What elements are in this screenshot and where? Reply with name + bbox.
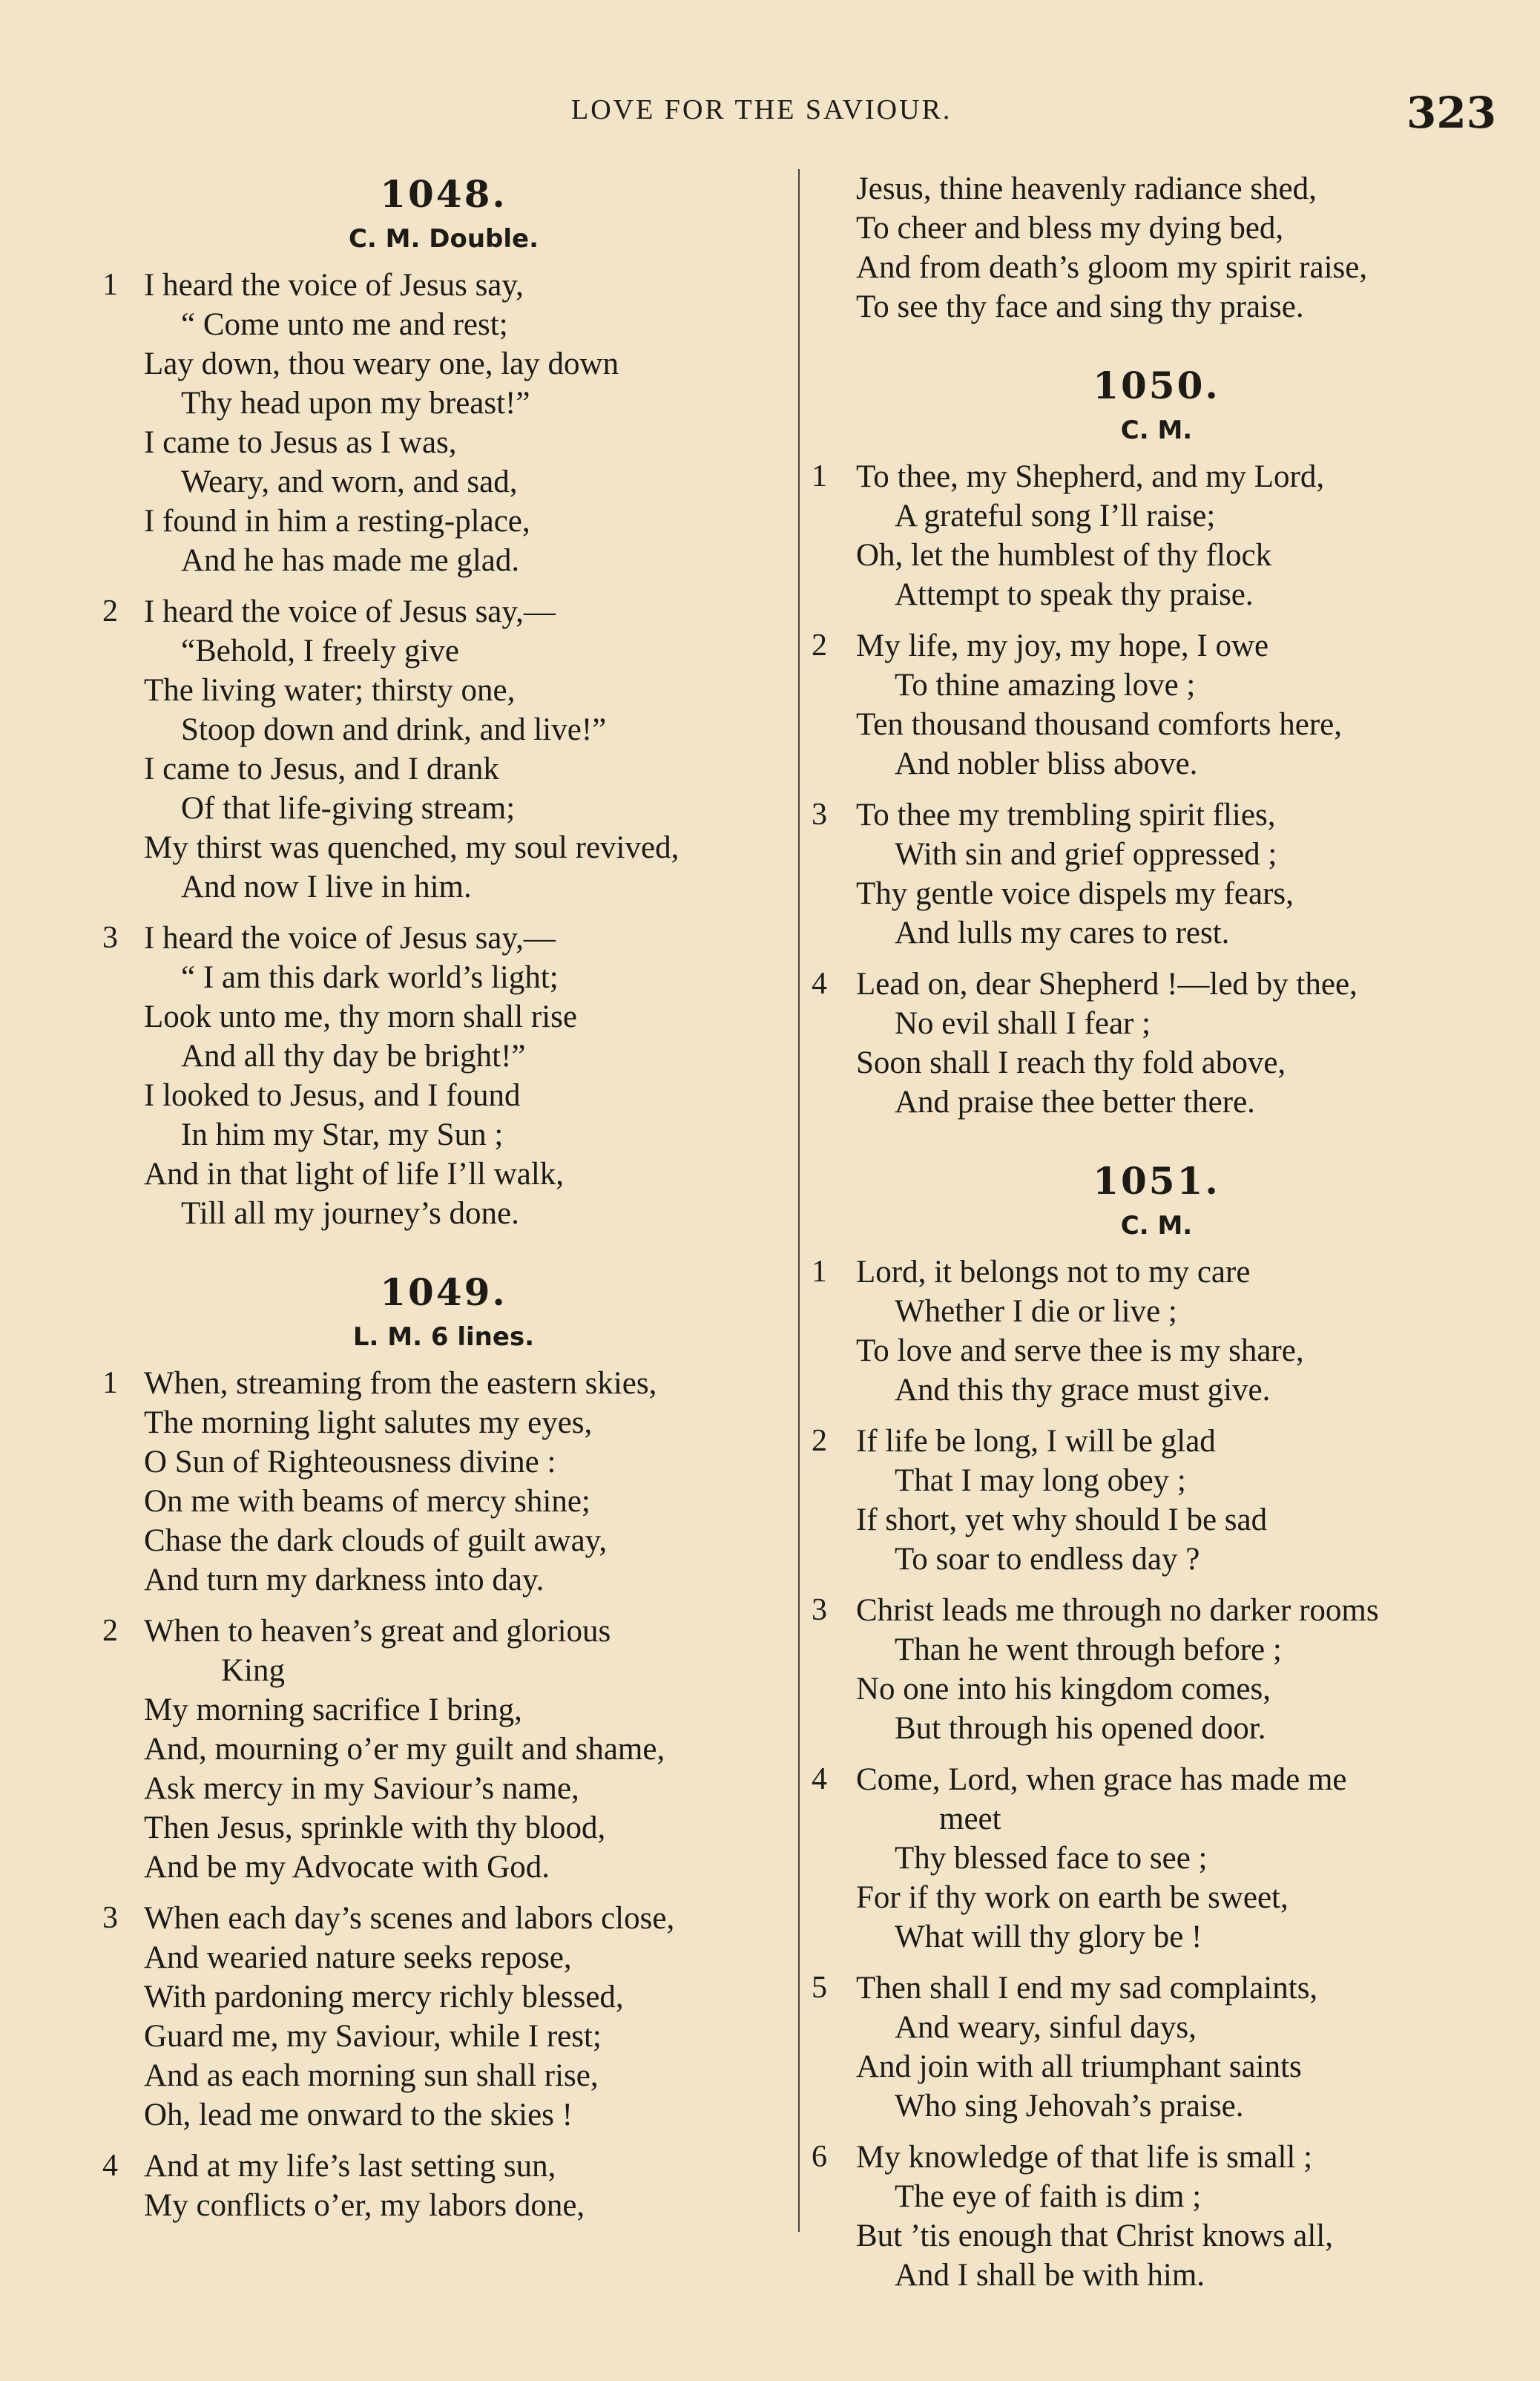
- hymn-1049: [102, 1267, 785, 2225]
- verse-number: 2: [812, 1424, 827, 1458]
- verse-line: And turn my darkness into day.: [144, 1563, 544, 1597]
- verse: [812, 1252, 1501, 1410]
- verse: [812, 1591, 1501, 1748]
- verse-line: On me with beams of mercy shine;: [144, 1484, 590, 1519]
- verse-line: But through his opened door.: [895, 1711, 1266, 1746]
- verse-line: Weary, and worn, and sad,: [181, 464, 518, 499]
- verse-line: “ Come unto me and rest;: [181, 307, 508, 342]
- verse-line: If life be long, I will be glad: [856, 1424, 1216, 1459]
- verse-number: 4: [812, 1762, 827, 1796]
- verse-number: 2: [812, 628, 827, 663]
- verse-line: And in that light of life I’ll walk,: [144, 1157, 565, 1192]
- verse-line: To thee my trembling spirit flies,: [856, 798, 1276, 832]
- verse-line: “ I am this dark world’s light;: [181, 960, 559, 995]
- verse: [102, 919, 785, 1233]
- verse: [102, 1899, 785, 2135]
- verse-number: 3: [812, 798, 827, 832]
- verse-line: Stoop down and drink, and live!”: [181, 712, 607, 747]
- verse-line: And all thy day be bright!”: [181, 1039, 526, 1074]
- left-column: [102, 169, 785, 2259]
- verse-line: And this thy grace must give.: [895, 1373, 1271, 1408]
- verse-line: And praise thee better there.: [895, 1085, 1255, 1120]
- verse-line: And be my Advocate with God.: [144, 1850, 550, 1885]
- page-number: 323: [1406, 88, 1497, 138]
- verse-line: Whether I die or live ;: [895, 1294, 1177, 1329]
- verse-line: My thirst was quenched, my soul revived,: [144, 830, 679, 865]
- verse-line: When each day’s scenes and labors close,: [144, 1901, 675, 1936]
- verse-line: And at my life’s last setting sun,: [144, 2149, 556, 2184]
- verse-line: Till all my journey’s done.: [181, 1196, 519, 1231]
- verse-line: Attempt to speak thy praise.: [895, 577, 1254, 612]
- hymn-number: 1048.: [380, 172, 507, 216]
- verse-line: With sin and grief oppressed ;: [895, 837, 1277, 872]
- hymn-number: 1049.: [380, 1270, 507, 1314]
- verse: [812, 1968, 1501, 2126]
- verse-line: And join with all triumphant saints: [856, 2049, 1302, 2084]
- verse-line: meet: [939, 1802, 1001, 1836]
- verse-number: 3: [102, 921, 118, 955]
- verse-line: I found in him a resting-place,: [144, 504, 530, 539]
- verse-number: 5: [812, 1971, 827, 2005]
- verse-line: In him my Star, my Sun ;: [181, 1117, 504, 1152]
- verse: [812, 1422, 1501, 1579]
- verse-number: 2: [102, 1614, 118, 1648]
- verse-line: To thee, my Shepherd, and my Lord,: [856, 459, 1325, 494]
- verse-line: The morning light salutes my eyes,: [144, 1405, 593, 1440]
- verse-line: If short, yet why should I be sad: [856, 1503, 1268, 1537]
- verse-line: King: [221, 1653, 285, 1688]
- verse-number: 6: [812, 2140, 827, 2174]
- verse: [102, 592, 785, 907]
- verse-line: I came to Jesus, and I drank: [144, 752, 499, 786]
- verse: [812, 457, 1501, 614]
- verse-line: Lay down, thou weary one, lay down: [144, 347, 619, 381]
- hymn-meter: C. M.: [1120, 416, 1193, 445]
- verse-line: And now I live in him.: [181, 870, 472, 904]
- verse-line: And he has made me glad.: [181, 543, 520, 578]
- verse: [102, 2147, 785, 2225]
- hymn-number: 1051.: [1093, 1159, 1220, 1203]
- verse-line: Then shall I end my sad complaints,: [856, 1971, 1318, 2006]
- verse-line: O Sun of Righteousness divine :: [144, 1445, 556, 1479]
- verse-number: 1: [812, 1255, 827, 1289]
- verse: [812, 169, 1501, 326]
- verse-line: I heard the voice of Jesus say,—: [144, 921, 556, 956]
- verse: [812, 1760, 1501, 1957]
- verse-line: No one into his kingdom comes,: [856, 1672, 1271, 1707]
- verse-line: With pardoning mercy richly blessed,: [144, 1980, 624, 2014]
- verse-number: 4: [812, 967, 827, 1001]
- verse-line: What will thy glory be !: [895, 1919, 1202, 1954]
- verse-line: To love and serve thee is my share,: [856, 1333, 1304, 1368]
- verse-line: My morning sacrifice I bring,: [144, 1692, 522, 1727]
- verse: [812, 2138, 1501, 2295]
- verse-line: And weary, sinful days,: [895, 2010, 1197, 2045]
- verse-line: No evil shall I fear ;: [895, 1006, 1151, 1041]
- verse: [812, 795, 1501, 953]
- verse-line: Ask mercy in my Saviour’s name,: [144, 1771, 579, 1806]
- verse-line: Lord, it belongs not to my care: [856, 1255, 1251, 1290]
- verse-line: And wearied nature seeks repose,: [144, 1940, 572, 1975]
- verse: [812, 626, 1501, 784]
- verse-line: My knowledge of that life is small ;: [856, 2140, 1313, 2175]
- verse-line: A grateful song I’ll raise;: [895, 499, 1216, 533]
- verse-line: Lead on, dear Shepherd !—led by thee,: [856, 967, 1358, 1002]
- verse-number: 4: [102, 2149, 118, 2183]
- verse: [102, 1612, 785, 1887]
- verse-line: The living water; thirsty one,: [144, 673, 516, 708]
- verse-line: Thy blessed face to see ;: [895, 1841, 1208, 1876]
- verse-line: Soon shall I reach thy fold above,: [856, 1045, 1286, 1080]
- verse-line: Look unto me, thy morn shall rise: [144, 999, 578, 1034]
- verse-line: “Behold, I freely give: [181, 634, 459, 669]
- verse-line: I looked to Jesus, and I found: [144, 1078, 521, 1113]
- verse-line: That I may long obey ;: [895, 1463, 1186, 1498]
- hymn-meter: C. M.: [1120, 1211, 1193, 1241]
- verse-line: And as each morning sun shall rise,: [144, 2058, 599, 2093]
- verse-line: To thine amazing love ;: [895, 668, 1196, 703]
- verse-line: To cheer and bless my dying bed,: [856, 211, 1284, 246]
- verse: [102, 266, 785, 580]
- hymn-meter: L. M. 6 lines.: [352, 1322, 535, 1352]
- right-column: [812, 169, 1501, 2329]
- verse-line: For if thy work on earth be sweet,: [856, 1880, 1289, 1915]
- verse-line: When, streaming from the eastern skies,: [144, 1366, 657, 1401]
- hymn-number: 1050.: [1093, 364, 1220, 407]
- verse-line: Than he went through before ;: [895, 1632, 1282, 1667]
- verse-line: Who sing Jehovah’s praise.: [895, 2089, 1244, 2124]
- verse-line: Thy gentle voice dispels my fears,: [856, 876, 1294, 911]
- verse-line: Jesus, thine heavenly radiance shed,: [856, 171, 1317, 206]
- verse-line: And I shall be with him.: [895, 2258, 1205, 2293]
- verse-number: 3: [812, 1593, 827, 1627]
- verse-line: My life, my joy, my hope, I owe: [856, 628, 1269, 663]
- verse-line: Ten thousand thousand comforts here,: [856, 707, 1342, 742]
- verse-line: And, mourning o’er my guilt and shame,: [144, 1732, 665, 1767]
- verse-line: And from death’s gloom my spirit raise,: [856, 250, 1368, 285]
- verse-line: I came to Jesus as I was,: [144, 425, 457, 460]
- verse-number: 3: [102, 1901, 118, 1935]
- verse-line: When to heaven’s great and glorious: [144, 1614, 611, 1649]
- verse-line: And lulls my cares to rest.: [895, 916, 1230, 950]
- hymn-meter: C. M. Double.: [348, 224, 539, 254]
- hymn-1050: [812, 361, 1501, 1122]
- verse-line: The eye of faith is dim ;: [895, 2179, 1202, 2214]
- verse-line: To see thy face and sing thy praise.: [856, 289, 1304, 324]
- verse-line: To soar to endless day ?: [895, 1542, 1200, 1577]
- verse-line: Guard me, my Saviour, while I rest;: [144, 2019, 602, 2054]
- verse-line: My conflicts o’er, my labors done,: [144, 2188, 585, 2223]
- hymn-1051: [812, 1156, 1501, 2295]
- column-divider: [798, 169, 800, 2232]
- verse-line: Then Jesus, sprinkle with thy blood,: [144, 1810, 606, 1845]
- verse-number: 1: [102, 268, 118, 302]
- verse-line: Chase the dark clouds of guilt away,: [144, 1523, 608, 1558]
- verse-line: Of that life-giving stream;: [181, 791, 516, 826]
- hymn-1048: [102, 169, 785, 1233]
- verse-line: Oh, let the humblest of thy flock: [856, 538, 1272, 573]
- verse-line: Thy head upon my breast!”: [181, 386, 530, 421]
- verse-line: But ’tis enough that Christ knows all,: [856, 2219, 1334, 2253]
- verse-line: I heard the voice of Jesus say,: [144, 268, 524, 303]
- verse-number: 1: [812, 459, 827, 493]
- verse-line: Christ leads me through no darker rooms: [856, 1593, 1379, 1628]
- verse-line: I heard the voice of Jesus say,—: [144, 594, 556, 629]
- verse-number: 1: [102, 1366, 118, 1400]
- verse-line: And nobler bliss above.: [895, 746, 1198, 781]
- hymn-1049-continued: [812, 169, 1501, 326]
- verse-line: Come, Lord, when grace has made me: [856, 1762, 1347, 1797]
- verse-number: 2: [102, 594, 118, 628]
- verse: [102, 1364, 785, 1600]
- running-title: LOVE FOR THE SAVIOUR.: [571, 94, 952, 125]
- verse: [812, 965, 1501, 1122]
- verse-line: Oh, lead me onward to the skies !: [144, 2098, 573, 2132]
